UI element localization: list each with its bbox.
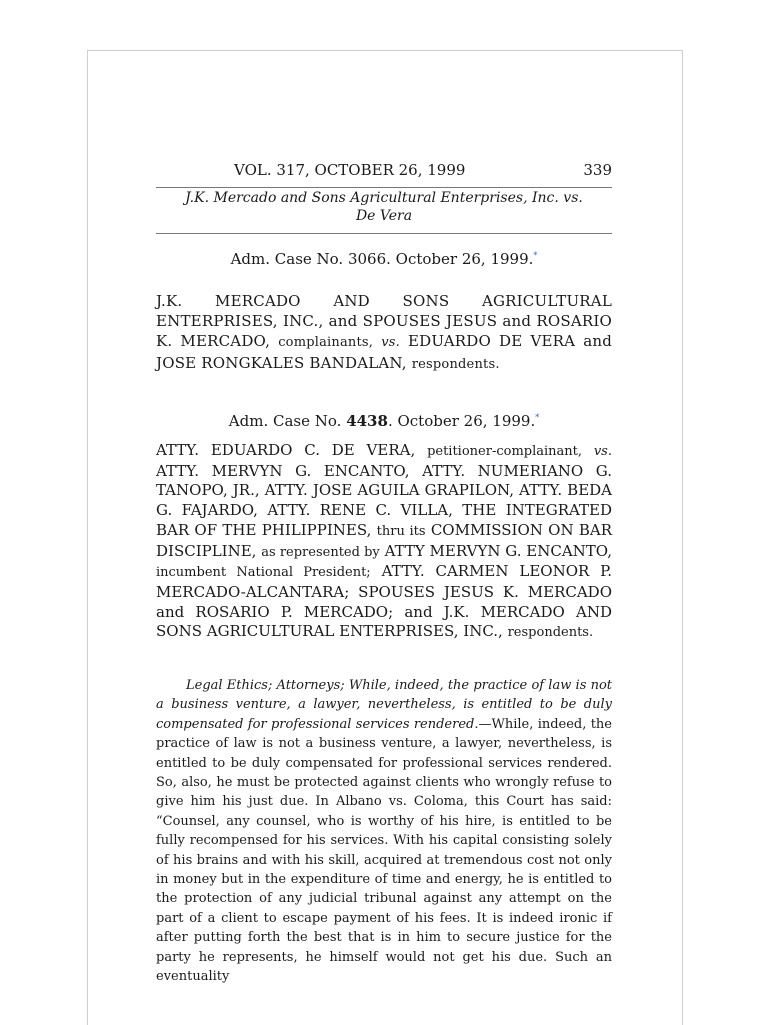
caption-line-2: De Vera <box>355 208 413 224</box>
case-prefix-2: Adm. Case No. <box>228 412 342 430</box>
party-names: J.K. MERCADO AND SONS AGRICULTURAL ENTERPRISES, INC., and SPOUSES JESUS and ROSARIO K. MERCADO, <box>156 292 612 350</box>
party-names: COMMISSION ON BAR DISCIPLINE, <box>156 520 612 560</box>
footnote-marker-1[interactable]: * <box>533 251 538 260</box>
party-names: EDUARDO DE VERA and JOSE RONGKALES BANDALAN, <box>156 332 612 372</box>
document-page <box>87 50 683 1025</box>
caption-line-1: J.K. Mercado and Sons Agricultural Enterprises, Inc. vs. <box>185 190 583 206</box>
party-role: complainants, <box>278 335 374 350</box>
parties-block-2 <box>156 441 612 643</box>
header-rule-bottom <box>156 233 612 234</box>
party-role: respondents. <box>411 357 500 372</box>
versus: vs. <box>381 335 400 350</box>
syllabus-body: —While, indeed, the practice of law is not a business venture, a lawyer, nevertheless, is entitled to be duly compensated for professional services rendered. So, also, he must be protected against clients who wrongly refuse to give him his just due. In Albano vs. Coloma, this Court has said: “Counsel, any counsel, who is worthy of his hire, is entitled to be fully recompensed for his services. With his capital consisting solely of his brains and with his skill, acquired at tremendous cost not only in money but in the expenditure of time and energy, he is entitled to the protection of any judicial tribunal against any attempt on the part of a client to escape payment of his fees. It is indeed ironic if after putting forth the best that is in him to secure justice for the party he represents, he himself would not get his due. Such an eventuality <box>156 716 613 985</box>
header-rule-top <box>156 187 612 188</box>
party-role: incumbent National President; <box>156 565 371 581</box>
party-role: thru its <box>376 523 426 539</box>
party-names: ATTY. MERVYN G. ENCANTO, ATTY. NUMERIANO G. TANOPO, JR., ATTY. JOSE AGUILA GRAPILON, ATTY. BEDA G. FAJARDO, ATTY. RENE C. VILLA, THE INTEGRATED BAR OF THE PHILIPPINES, <box>156 461 612 539</box>
versus: vs. <box>593 444 612 459</box>
case-caption <box>156 189 612 225</box>
volume-date: VOL. 317, OCTOBER 26, 1999 <box>234 161 466 179</box>
case-suffix-2: . October 26, 1999. <box>387 412 536 430</box>
party-names: ATTY. CARMEN LEONOR P. MERCADO-ALCANTARA; SPOUSES JESUS K. MERCADO and ROSARIO P. MERCADO; and J.K. MERCADO AND SONS AGRICULTURAL ENTERPRISES, INC., <box>156 562 612 641</box>
case-heading-1 <box>156 250 612 268</box>
page-number: 339 <box>583 161 612 179</box>
footnote-marker-2[interactable]: * <box>535 413 540 422</box>
syllabus-lead: Legal Ethics; Attorneys; While, indeed, the practice of law is not a business venture, a lawyer, nevertheless, is entitled to be duly compensated for professional services rendered. <box>156 678 612 732</box>
case-number-2: 4438 <box>346 412 388 430</box>
party-names: ATTY MERVYN G. ENCANTO, <box>384 541 612 560</box>
party-names: ATTY. EDUARDO C. DE VERA, <box>156 441 416 459</box>
party-role: petitioner-complainant, <box>427 444 583 459</box>
case-heading-2 <box>156 412 612 430</box>
case-label-1: Adm. Case No. 3066. October 26, 1999. <box>230 250 534 268</box>
party-role: respondents. <box>507 625 594 641</box>
party-role: as represented by <box>261 544 380 560</box>
parties-block-1 <box>156 291 612 375</box>
syllabus-paragraph <box>156 676 612 987</box>
running-head <box>156 161 612 183</box>
